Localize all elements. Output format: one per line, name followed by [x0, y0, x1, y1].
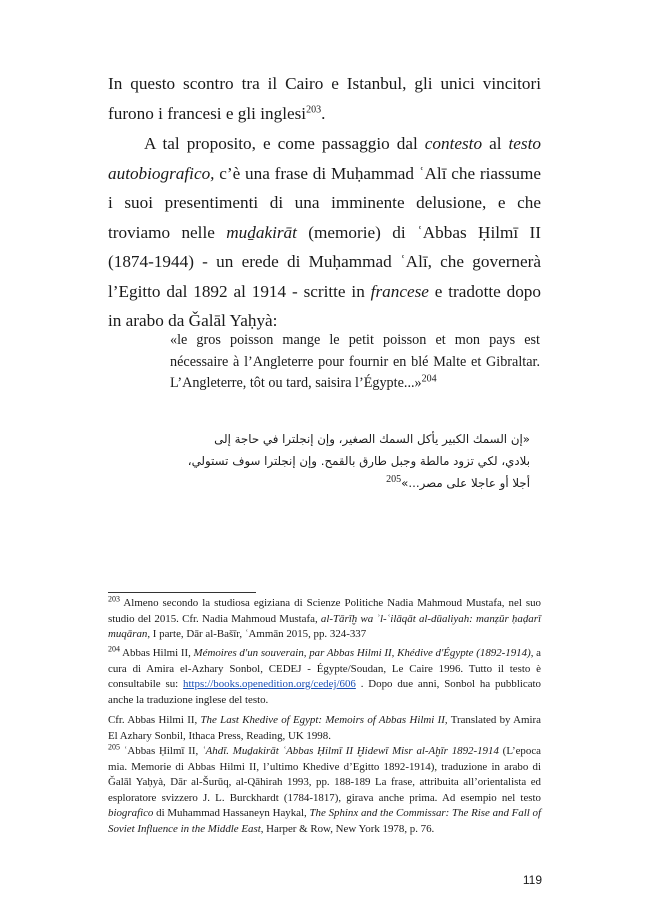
body-paragraph-1	[108, 69, 541, 128]
openedition-link[interactable]: https://books.openedition.org/cedej/606	[183, 678, 356, 691]
fn205-text-1: ʿAbbas Ḥilmī II,	[120, 745, 203, 757]
fn205-text-2: (L’epoca mia. Memorie di Abbas Hilmi II, l’ultimo Khedive d’Egitto 1892-1914), traduzione in arabo di Ǧalāl Yaḥyà, Dār al-Šurūq, al-Qāhirah 1993, pp. 188-189 La frase, attribuita all’orientalista ed esploratore svizzero J. L. Burckhardt (1784-1817), girava anche prima. Ad esempio nel testo	[108, 745, 541, 804]
footnote-204	[108, 646, 541, 708]
fn204-text-2: , a cura di Amira el-Azhary Sonbol, CEDEJ - Égypte/Soudan, Le Caire 1996. Tutto il testo è consultabile su:	[108, 647, 541, 691]
arabic-quote-text: «إن السمك الكبير يأكل السمك الصغير، وإن إنجلترا في حاجة إلى بلادي، لكي تزود مالطة وجبل طارق بالقمح. وإن إنجلترا سوف تستولي، أجلا أو عاجلا على مصر...»	[187, 432, 530, 490]
footnote-number-203: 203	[108, 594, 120, 604]
para2-text-5: e tradotte dopo in arabo da Ǧalāl Yaḥyà:	[108, 281, 541, 330]
footnote-204-continuation	[108, 713, 541, 744]
para2-italic-contesto: contesto	[424, 134, 483, 153]
fn204b-italic-title: The Last Khedive of Egypt: Memoirs of Abbas Hilmi II,	[200, 714, 448, 726]
arabic-quote	[185, 428, 530, 494]
footnote-203	[108, 596, 541, 643]
fn204-text-1: Abbas Hilmi II,	[120, 647, 194, 659]
french-quote	[170, 330, 540, 395]
french-quote-text: «le gros poisson mange le petit poisson et mon pays est nécessaire à l’Angleterre pour fournir en blé Malte et Gibraltar. L’Angleterre, tôt ou tard, saisira l’Égypte...»	[170, 332, 540, 391]
fn204b-text-2: Translated by Amira El Azhary Sonbil, Ithaca Press, Reading, UK 1998.	[108, 714, 541, 742]
footnote-divider	[108, 592, 256, 593]
fn205-italic-book: The Sphinx and the Commissar: The Rise and Fall of Soviet Influence in the Middle East	[108, 807, 541, 835]
body-paragraph-2	[108, 129, 541, 336]
para2-italic-testo: testo autobiografico,	[108, 134, 541, 183]
para1-end: .	[321, 103, 326, 123]
fn204b-text-1: Cfr. Abbas Hilmi II,	[108, 714, 201, 726]
fn205-italic-biografico: biografico	[108, 807, 154, 820]
footnote-number-204: 204	[108, 644, 120, 654]
page-number: 119	[522, 873, 542, 887]
para2-italic-francese: francese	[370, 281, 429, 301]
para2-italic-mudakirat: muḏakirāt	[226, 222, 297, 242]
fn203-text-1: Almeno secondo la studiosa egiziana di Scienze Politiche Nadia Mahmoud Mustafa, nel suo studio del 2015. Cfr. Nadia Mahmoud Mustafa,	[108, 597, 541, 625]
footnote-205	[108, 744, 541, 838]
footnote-ref-204[interactable]: 204	[421, 373, 437, 385]
para2-text-2: al	[482, 134, 509, 153]
fn204-italic-title: Mémoires d'un souverain, par Abbas Hilmi II, Khédive d'Égypte (1892-1914)	[193, 647, 531, 659]
fn204-text-3: . Dopo due anni, Sonbol ha pubblicato anche la traduzione inglese del testo.	[108, 678, 542, 706]
fn205-text-3: di Muhammad Hassaneyn Haykal,	[153, 807, 310, 820]
fn205-italic-title: ʿAhdī. Muḏakirāt ʿAbbas Ḥilmī II Ḫidewī Misr al-Aḫīr 1892-1914	[202, 745, 499, 757]
fn203-italic-title: al-Tārīḫ wa ʾl-ʿilāqāt al-dūaliyah: manẓūr ḥaḍarī muqāran	[108, 612, 541, 641]
para2-text-3: c’è una frase di Muḥammad ʿAlī che riassume i suoi presentimenti di una imminente delusione, e che troviamo nelle	[108, 163, 541, 242]
fn205-text-4: , Harper & Row, New York 1978, p. 76.	[260, 822, 435, 835]
para1-text: In questo scontro tra il Cairo e Istanbul, gli unici vincitori furono i francesi e gli inglesi	[108, 74, 541, 123]
footnote-number-205: 205	[108, 742, 120, 752]
footnote-ref-205[interactable]: 205	[386, 474, 402, 486]
footnote-ref-203[interactable]: 203	[306, 103, 322, 115]
fn203-text-2: , I parte, Dār al-Bašīr, ʿAmmān 2015, pp. 324-337	[147, 628, 367, 641]
para2-text-4: (memorie) di ʿAbbas Ḥilmī II (1874-1944) - un erede di Muḥammad ʿAlī, che governerà l’Egitto dal 1892 al 1914 - scritte in	[108, 222, 541, 301]
para2-text-1: A tal proposito, e come passaggio dal	[144, 134, 425, 153]
